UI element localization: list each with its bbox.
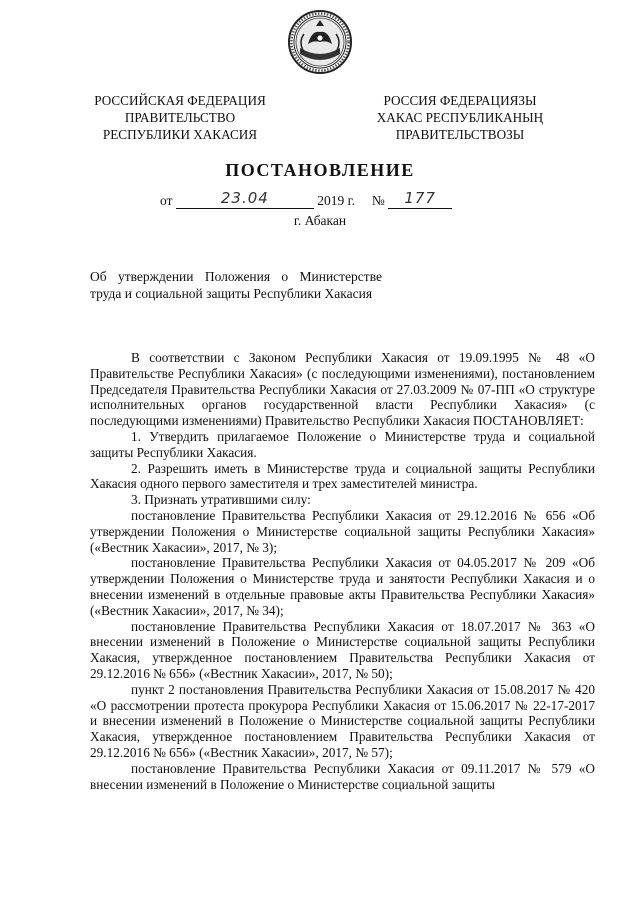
date-number-line xyxy=(160,189,452,209)
header-right-line: ПРАВИТЕЛЬСТВОЗЫ xyxy=(395,127,525,142)
coat-of-arms-icon xyxy=(286,8,354,76)
body-paragraph: 2. Разрешить иметь в Министерстве труда и социальной защиты Республики Хакасия одного первого заместителя и трех заместителей министра. xyxy=(90,460,595,492)
number-handwritten: 177 xyxy=(404,189,436,207)
number-prefix: № xyxy=(371,193,385,208)
body-paragraph: В соответствии с Законом Республики Хакасия от 19.09.1995 № 48 «О Правительстве Республики Хакасия» (с последующими изменениями), постановлением Председателя Правительства Республики Хакасия от 27.03.2009 № 07-ПП «О структуре исполнительных органов государственной власти Республики Хакасия» (с последующими изменениями) Правительство Республики Хакасия ПОСТАНОВЛЯЕТ: xyxy=(90,350,595,429)
header-right-line: РОССИЯ ФЕДЕРАЦИЯЗЫ xyxy=(383,93,537,108)
body-paragraph: 3. Признать утратившими силу: xyxy=(131,492,311,508)
header-left-line: ПРАВИТЕЛЬСТВО xyxy=(124,110,236,125)
document-subject: Об утверждении Положения о Министерстве труда и социальной защиты Республики Хакасия xyxy=(90,269,382,301)
year-label: 2019 г. xyxy=(317,193,355,208)
document-title: ПОСТАНОВЛЕНИЕ xyxy=(225,160,415,180)
header-left-line: РОССИЙСКАЯ ФЕДЕРАЦИЯ xyxy=(94,93,266,108)
city-label: г. Абакан xyxy=(293,213,347,228)
header-right-line: ХАКАС РЕСПУБЛИКАНЫҢ xyxy=(376,110,544,125)
body-paragraph: пункт 2 постановления Правительства Республики Хакасия от 15.08.2017 № 420 «О рассмотрении протеста прокурора Республики Хакасия от 15.06.2017 № 22-17-2017 и внесении изменений в Положение о Министерстве социальной защиты Республики Хакасия, утвержденное постановлением Правительства Республики Хакасия от 29.12.2016 № 656» («Вестник Хакасии», 2017, № 57); xyxy=(90,681,595,760)
body-paragraph: постановление Правительства Республики Хакасия от 04.05.2017 № 209 «Об утверждении Положения о Министерстве труда и занятости Республики Хакасия и о внесении изменений в отдельные правовые акты Правительства Республики Хакасия» («Вестник Хакасии», 2017, № 34); xyxy=(90,555,595,618)
body-paragraph: постановление Правительства Республики Хакасия от 09.11.2017 № 579 «О внесении изменений в Положение о Министерстве социальной защиты xyxy=(90,760,595,792)
header-right-block xyxy=(366,92,554,143)
document-body xyxy=(90,350,595,792)
body-paragraph: 1. Утвердить прилагаемое Положение о Министерстве труда и социальной защиты Республики Хакасия. xyxy=(90,428,595,460)
body-paragraph: постановление Правительства Республики Хакасия от 18.07.2017 № 363 «О внесении изменений в Положение о Министерстве социальной защиты Республики Хакасия, утвержденное постановлением Правительства Республики Хакасия от 29.12.2016 № 656» («Вестник Хакасии», 2017, № 50); xyxy=(90,618,595,681)
date-handwritten: 23.04 xyxy=(220,189,269,207)
header-left-block xyxy=(90,92,270,143)
header-left-line: РЕСПУБЛИКИ ХАКАСИЯ xyxy=(102,127,258,142)
date-field xyxy=(176,189,314,209)
number-field xyxy=(388,189,452,209)
body-paragraph: постановление Правительства Республики Хакасия от 29.12.2016 № 656 «Об утверждении Положения о Министерстве социальной защиты Республики Хакасия» («Вестник Хакасии», 2017, № 3); xyxy=(90,507,595,555)
date-prefix: от xyxy=(160,193,173,208)
